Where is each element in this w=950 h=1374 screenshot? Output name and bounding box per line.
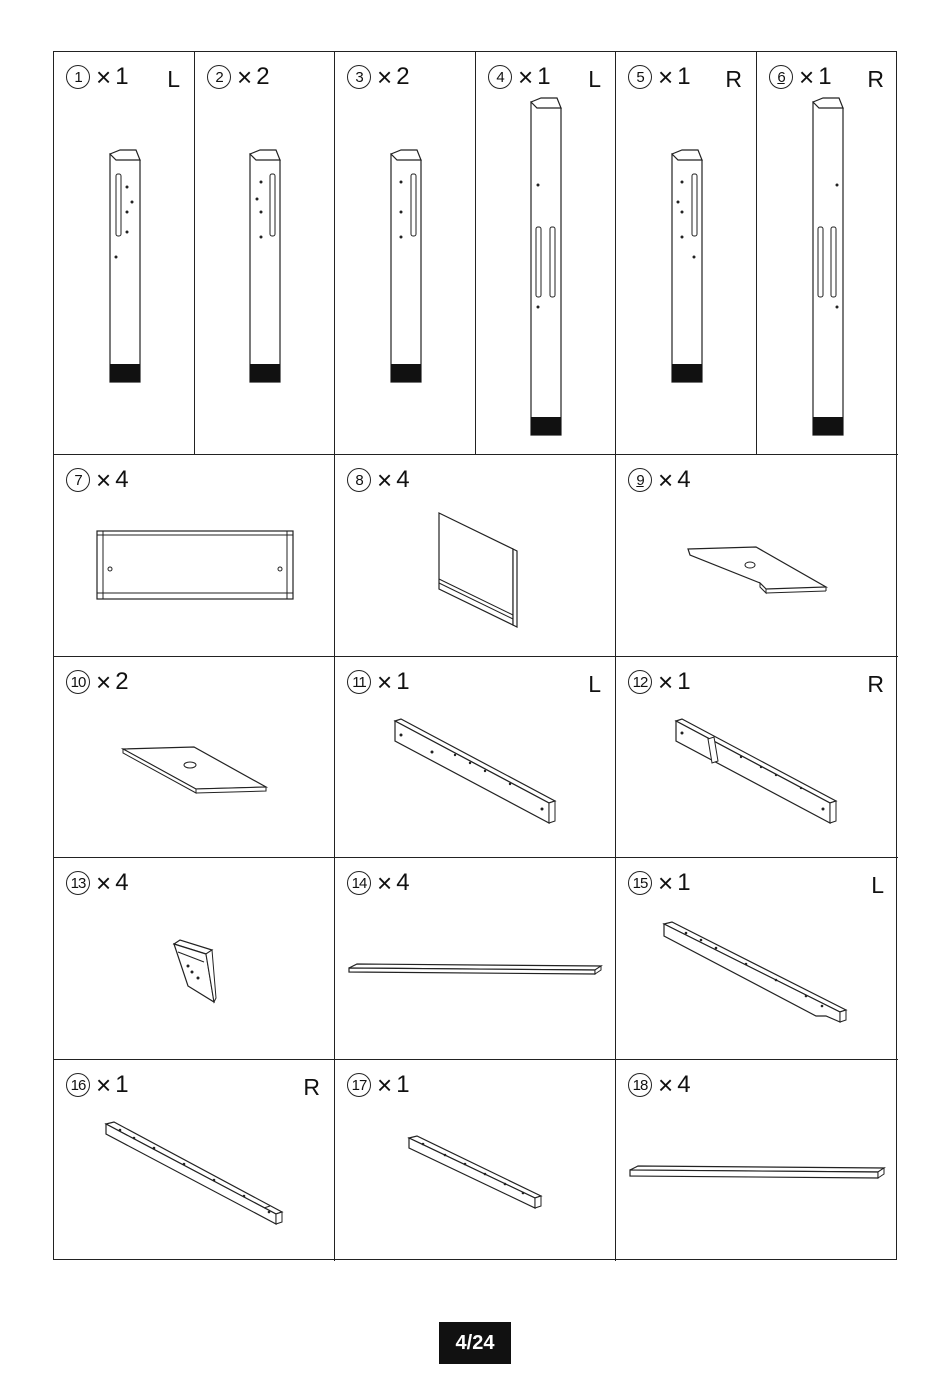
- part-number-circle: 1: [66, 65, 90, 89]
- post-tall-right-illustration: [757, 52, 898, 455]
- side-panel-illustration: [54, 455, 335, 657]
- part-cell-18: 18 × 4: [616, 1060, 898, 1261]
- parts-grid: [53, 51, 897, 1260]
- part-qty: 1: [818, 63, 832, 90]
- center-rail-illustration: [335, 1060, 616, 1261]
- post-short-illustration: [195, 52, 335, 455]
- corner-bracket-illustration: [54, 858, 335, 1060]
- part-qty: 4: [115, 869, 129, 896]
- part-side-label: L: [871, 872, 884, 898]
- part-qty: 4: [396, 869, 410, 896]
- part-number-circle: 4: [488, 65, 512, 89]
- support-rail-right-illustration: [54, 1060, 335, 1261]
- part-cell-15: 15 × 1 L: [616, 858, 898, 1060]
- part-number-circle: 3: [347, 65, 371, 89]
- part-qty: 1: [115, 63, 129, 90]
- part-qty: 1: [677, 63, 691, 90]
- part-cell-14: 14 × 4: [335, 858, 616, 1060]
- rail-right-illustration: [616, 657, 898, 858]
- part-number-circle: 6: [769, 65, 793, 89]
- part-qty: 1: [396, 668, 410, 695]
- part-side-label: L: [167, 66, 180, 92]
- part-qty: 4: [677, 1071, 691, 1098]
- part-cell-7: 7 × 4: [54, 455, 335, 657]
- part-qty: 1: [115, 1071, 129, 1098]
- part-number-circle: 17: [347, 1073, 371, 1097]
- post-short-left-illustration: [54, 52, 195, 455]
- part-number-circle: 15: [628, 871, 652, 895]
- part-number-circle: 7: [66, 468, 90, 492]
- part-cell-4: 4 × 1 L: [476, 52, 616, 455]
- part-cell-6: 6 × 1 R: [757, 52, 898, 455]
- slat-illustration: [335, 858, 616, 1060]
- part-qty: 1: [677, 869, 691, 896]
- part-number-circle: 10: [66, 670, 90, 694]
- part-qty: 2: [396, 63, 410, 90]
- part-side-label: L: [588, 66, 601, 92]
- support-rail-left-illustration: [616, 858, 898, 1060]
- part-qty: 4: [677, 466, 691, 493]
- part-number-circle: 8: [347, 468, 371, 492]
- part-side-label: R: [867, 66, 884, 92]
- part-number-circle: 2: [207, 65, 231, 89]
- flat-slat-illustration: [616, 1060, 898, 1261]
- part-cell-1: 1 × 1 L: [54, 52, 195, 455]
- part-number-circle: 14: [347, 871, 371, 895]
- part-number-circle: 18: [628, 1073, 652, 1097]
- part-cell-9: 9 × 4: [616, 455, 898, 657]
- part-qty: 1: [677, 668, 691, 695]
- rail-left-illustration: [335, 657, 616, 858]
- part-cell-16: 16 × 1 R: [54, 1060, 335, 1261]
- part-cell-2: 2 × 2: [195, 52, 335, 455]
- part-number-circle: 9: [628, 468, 652, 492]
- part-cell-10: 10 × 2: [54, 657, 335, 858]
- part-cell-17: 17 × 1: [335, 1060, 616, 1261]
- part-qty: 2: [115, 668, 129, 695]
- part-number-circle: 13: [66, 871, 90, 895]
- part-side-label: R: [303, 1074, 320, 1100]
- part-cell-5: 5 × 1 R: [616, 52, 757, 455]
- part-qty: 1: [537, 63, 551, 90]
- part-side-label: R: [725, 66, 742, 92]
- part-qty: 2: [256, 63, 270, 90]
- part-number-circle: 11: [347, 670, 371, 694]
- post-tall-left-illustration: [476, 52, 616, 455]
- post-short-illustration: [335, 52, 476, 455]
- part-qty: 1: [396, 1071, 410, 1098]
- page-number-badge: 4/24: [439, 1322, 511, 1364]
- part-number-circle: 5: [628, 65, 652, 89]
- part-qty: 4: [396, 466, 410, 493]
- part-cell-12: 12 × 1 R: [616, 657, 898, 858]
- part-cell-13: 13 × 4: [54, 858, 335, 1060]
- part-cell-8: 8 × 4: [335, 455, 616, 657]
- part-cell-11: 11 × 1 L: [335, 657, 616, 858]
- post-short-right-illustration: [616, 52, 757, 455]
- part-number-circle: 12: [628, 670, 652, 694]
- square-shelf-illustration: [54, 657, 335, 858]
- part-number-circle: 16: [66, 1073, 90, 1097]
- corner-shelf-illustration: [616, 455, 898, 657]
- back-panel-illustration: [335, 455, 616, 657]
- part-side-label: L: [588, 671, 601, 697]
- part-qty: 4: [115, 466, 129, 493]
- part-side-label: R: [867, 671, 884, 697]
- part-cell-3: 3 × 2: [335, 52, 476, 455]
